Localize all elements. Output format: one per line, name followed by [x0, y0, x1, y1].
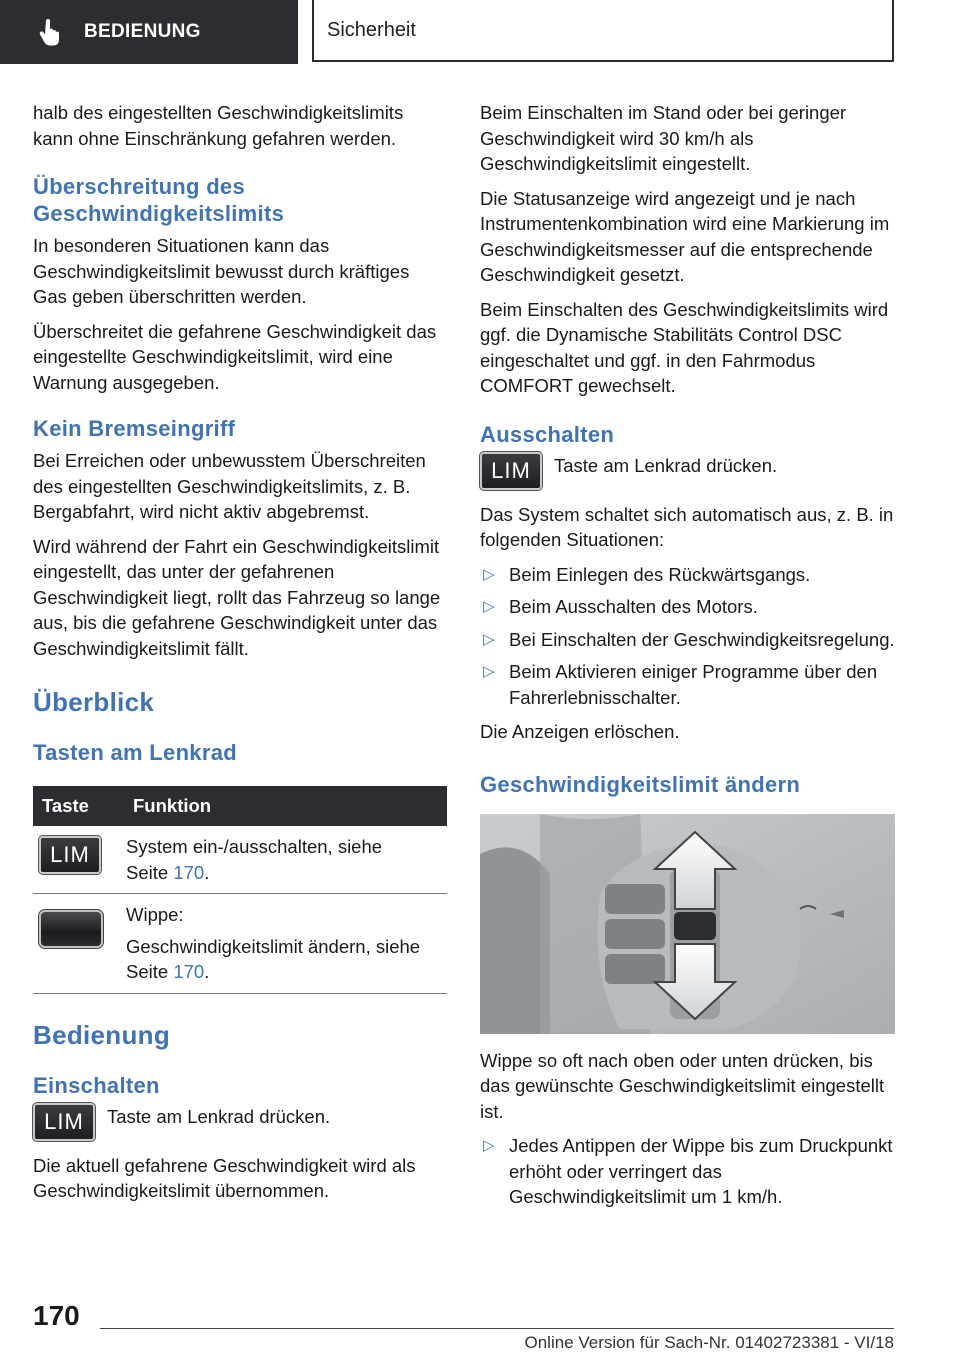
row-title: Wippe:: [126, 904, 184, 925]
table-row: Wippe: Geschwindigkeitslimit ändern, siehe Seite 170.: [33, 894, 447, 994]
steering-wheel-illustration: [480, 814, 895, 1034]
bullet-list: [480, 1133, 896, 1210]
table-row: LIM System ein-/ausschalten, siehe Seite 170.: [33, 826, 447, 894]
heading-einschalten: Einschalten: [33, 1072, 160, 1098]
list-item: ▷ Jedes Antippen der Wippe bis zum Druckpunkt erhöht oder verringert das Geschwindigkeitslimit um 1 km/h.: [483, 1135, 893, 1207]
key-instruction: Taste am Lenkrad drücken.: [107, 1105, 331, 1127]
paragraph: Beim Einschalten im Stand oder bei geringer Geschwindigkeit wird 30 km/h als Geschwindigkeitslimit eingestellt.: [480, 102, 847, 174]
lim-key-icon: LIM: [39, 836, 101, 874]
row-text: Geschwindigkeitslimit ändern, siehe: [126, 935, 421, 957]
triangle-right-icon: ▷: [483, 630, 495, 648]
key-instruction: Taste am Lenkrad drücken.: [554, 454, 778, 476]
paragraph: Das System schaltet sich automatisch aus, z. B. in folgenden Situationen:: [480, 503, 894, 550]
row-text: System ein-/ausschalten, siehe: [126, 836, 383, 857]
list-item: ▷ Beim Einlegen des Rückwärtsgangs.: [480, 562, 896, 588]
footer-divider: [100, 1328, 894, 1329]
list-item: ▷ Beim Ausschalten des Motors.: [480, 594, 896, 620]
triangle-right-icon: ▷: [483, 1137, 495, 1154]
list-item: ▷ Bei Einschalten der Geschwindigkeitsregelung.: [480, 627, 896, 653]
table-header-funktion: Funktion: [121, 786, 447, 826]
paragraph: Die Anzeigen erlöschen.: [480, 721, 680, 742]
header-section-tab: [0, 0, 298, 64]
bullet-list: [480, 562, 896, 711]
paragraph: Die aktuell gefahrene Geschwindigkeit wird als Geschwindigkeitslimit übernommen.: [33, 1154, 416, 1201]
intro-paragraph: halb des eingestellten Geschwindigkeitslimits kann ohne Einschränkung gefahren werden.: [33, 102, 404, 149]
heading-ueberschreitung: Überschreitung des Geschwindigkeitslimits: [33, 174, 285, 226]
list-item: ▷ Beim Aktivieren einiger Programme über den Fahrerlebnisschalter.: [483, 661, 878, 708]
heading-bedienung: Bedienung: [33, 1019, 171, 1050]
paragraph: Wird während der Fahrt ein Geschwindigkeitslimit eingestellt, das unter der gefahrenen Geschwindigkeit liegt, rollt das Fahrzeug so lange aus, bis die gefahrene Geschwindigkeit unter das Geschwindigkeitslimit fällt.: [33, 535, 441, 659]
header-chapter: [312, 0, 894, 62]
page-number: 170: [33, 1300, 80, 1331]
left-column: [33, 100, 447, 1213]
heading-kein-bremseingriff: Kein Bremseingriff: [33, 416, 236, 441]
row-seite: Seite: [126, 861, 169, 883]
paragraph: Wippe so oft nach oben oder unten drücken, bis das gewünschte Geschwindigkeitslimit eingestellt ist.: [480, 1049, 885, 1122]
triangle-right-icon: ▷: [483, 663, 495, 680]
heading-ausschalten: Ausschalten: [480, 421, 615, 447]
einschalten-key-row: [33, 1103, 447, 1141]
header-chapter-label: Sicherheit: [327, 18, 416, 41]
paragraph: Beim Einschalten des Geschwindigkeitslimits wird ggf. die Dynamische Stabilitäts Control DSC eingeschaltet und ggf. in den Fahrmodus COMFORT gewechselt.: [480, 298, 889, 396]
ausschalten-key-row: [480, 452, 896, 490]
key-table: [33, 786, 447, 994]
heading-aendern: Geschwindigkeitslimit ändern: [480, 771, 801, 797]
hand-pointer-icon: [38, 18, 64, 46]
paragraph: Die Statusanzeige wird angezeigt und je nach Instrumentenkombination wird eine Markierung im Geschwindigkeitsmesser auf die entsprechende Geschwindigkeit gesetzt.: [480, 187, 890, 285]
footer-note: Online Version für Sach-Nr. 01402723381 - VI/18: [524, 1333, 894, 1352]
heading-tasten: Tasten am Lenkrad: [33, 740, 237, 765]
page-link[interactable]: 170: [173, 961, 205, 982]
paragraph: In besonderen Situationen kann das Geschwindigkeitslimit bewusst durch kräftiges Gas geben überschritten werden.: [33, 235, 410, 307]
lim-key-icon: LIM: [480, 452, 542, 490]
paragraph: Bei Erreichen oder unbewusstem Überschreiten des eingestellten Geschwindigkeitslimits, z. B. Bergabfahrt, wird nicht aktiv abgebremst.: [33, 450, 426, 522]
heading-ueberblick: Überblick: [33, 687, 155, 717]
table-header-taste: Taste: [33, 786, 121, 826]
rocker-switch-icon: [39, 910, 103, 948]
paragraph: Überschreitet die gefahrene Geschwindigkeit das eingestellte Geschwindigkeitslimit, wird eine Warnung ausgegeben.: [33, 320, 437, 393]
page-link[interactable]: 170: [173, 861, 205, 883]
header-section-label: BEDIENUNG: [84, 21, 201, 42]
triangle-right-icon: ▷: [483, 565, 495, 583]
right-column: [480, 100, 896, 1219]
lim-key-icon: LIM: [33, 1103, 95, 1141]
row-seite: Seite: [126, 961, 169, 982]
triangle-right-icon: ▷: [483, 598, 495, 615]
